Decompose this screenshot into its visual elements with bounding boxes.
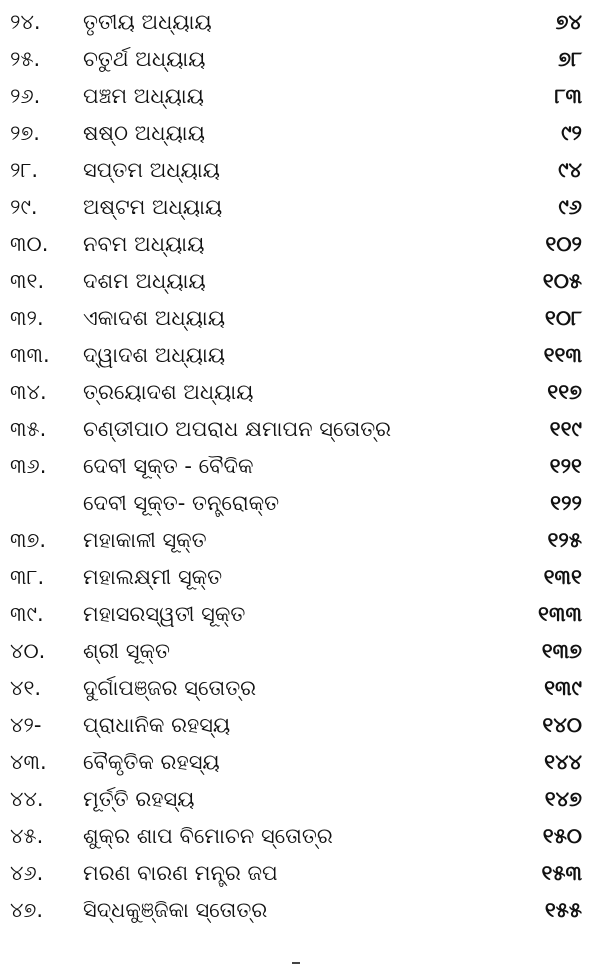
- entry-page: ୧୩୧: [543, 565, 582, 589]
- entry-title: ସପ୍ତମ ଅଧ୍ୟାୟ: [83, 158, 220, 182]
- entry-page: ୧୧୭: [547, 380, 582, 404]
- entry-title: ପ୍ରାଧାନିକ ରହସ୍ୟ: [83, 713, 231, 737]
- entry-title: ମହାଲକ୍ଷ୍ମୀ ସୂକ୍ତ: [83, 565, 223, 589]
- entry-number: ୨୫.: [10, 47, 41, 71]
- toc-entry: [0, 744, 600, 781]
- toc-entry: [0, 78, 600, 115]
- toc-entry: [0, 337, 600, 374]
- entry-number: ୩୫.: [10, 417, 47, 441]
- toc-entry: [0, 411, 600, 448]
- entry-page: ୧୨୫: [547, 528, 582, 552]
- entry-number: ୪୩.: [10, 750, 47, 774]
- toc-entry: [0, 707, 600, 744]
- entry-number: ୪୭.: [10, 898, 43, 922]
- entry-title: ଚତୁର୍ଥ ଅଧ୍ୟାୟ: [83, 47, 206, 71]
- toc-entry: [0, 374, 600, 411]
- entry-number: ୩୧.: [10, 269, 45, 293]
- entry-number: ୩୦.: [10, 232, 49, 256]
- entry-page: ୧୪୦: [542, 713, 582, 737]
- page-footer-mark: [292, 962, 300, 964]
- toc-entry: [0, 115, 600, 152]
- entry-page: ୧୩୯: [544, 676, 582, 700]
- entry-title: ପଞ୍ଚମ ଅଧ୍ୟାୟ: [83, 84, 204, 108]
- entry-title: ଦେବୀ ସୂକ୍ତ - ବୈଦିକ: [83, 454, 254, 478]
- entry-number: ୨୬.: [10, 84, 41, 108]
- entry-title: ମହାକାଳୀ ସୂକ୍ତ: [83, 528, 207, 552]
- entry-number: ୪୪.: [10, 787, 44, 811]
- entry-number: ୩୨.: [10, 306, 44, 330]
- entry-title: ତ୍ରୟୋଦଶ ଅଧ୍ୟାୟ: [83, 380, 254, 404]
- entry-number: ୩୮.: [10, 565, 45, 589]
- entry-page: ୮୩: [554, 84, 582, 108]
- entry-page: ୧୩୭: [541, 639, 582, 663]
- toc-entry: [0, 448, 600, 485]
- entry-page: ୧୪୪: [544, 750, 582, 774]
- entry-number: ୪୫.: [10, 824, 44, 848]
- entry-title: ଶ୍ରୀ ସୂକ୍ତ: [83, 639, 170, 663]
- entry-page: ୧୨୧: [549, 454, 582, 478]
- entry-page: ୯୬: [558, 195, 582, 219]
- entry-number: ୩୩.: [10, 343, 50, 367]
- entry-number: ୨୪.: [10, 10, 41, 34]
- entry-page: ୯୪: [558, 158, 582, 182]
- entry-title: ଦଶମ ଅଧ୍ୟାୟ: [83, 269, 206, 293]
- entry-title: ଚଣ୍ଡୀପାଠ ଅପରାଧ କ୍ଷମାପନ ସ୍ତୋତ୍ର: [83, 417, 392, 441]
- entry-number: ୨୮.: [10, 158, 39, 182]
- entry-title: ମହାସରସ୍ୱତୀ ସୂକ୍ତ: [83, 602, 246, 626]
- table-of-contents: [0, 4, 600, 929]
- toc-entry: [0, 670, 600, 707]
- entry-page: ୧୩୩: [538, 602, 582, 626]
- entry-page: ୧୧୩: [543, 343, 582, 367]
- entry-title: ମୂର୍ତ୍ତି ରହସ୍ୟ: [83, 787, 195, 811]
- toc-entry: [0, 189, 600, 226]
- toc-entry: [0, 892, 600, 929]
- entry-page: ୯୨: [561, 121, 582, 145]
- entry-number: ୩୭.: [10, 528, 47, 552]
- toc-entry: [0, 559, 600, 596]
- entry-page: ୧୫୦: [542, 824, 582, 848]
- entry-title: ସିଦ୍ଧକୁଞ୍ଜିକା ସ୍ତୋତ୍ର: [83, 898, 268, 922]
- toc-entry: [0, 522, 600, 559]
- entry-number: ୩୪.: [10, 380, 47, 404]
- entry-number: ୨୭.: [10, 121, 40, 145]
- toc-entry: [0, 818, 600, 855]
- entry-title: ଶୁକ୍ର ଶାପ ବିମୋଚନ ସ୍ତୋତ୍ର: [83, 824, 333, 848]
- entry-number: ୪୬.: [10, 861, 44, 885]
- toc-entry: [0, 855, 600, 892]
- entry-title: ତୃତୀୟ ଅଧ୍ୟାୟ: [83, 10, 212, 34]
- toc-entry: [0, 781, 600, 818]
- entry-page: ୧୧୯: [549, 417, 582, 441]
- toc-entry: [0, 596, 600, 633]
- entry-number: ୪୦.: [10, 639, 46, 663]
- entry-title: ଦୁର୍ଗାପଞ୍ଜର ସ୍ତୋତ୍ର: [83, 676, 257, 700]
- entry-title: ମରଣ ବାରଣ ମନ୍ତ୍ର ଜପ: [83, 861, 278, 885]
- toc-entry: [0, 485, 600, 522]
- entry-number: ୩୯.: [10, 602, 44, 626]
- entry-page: ୧୨୨: [550, 491, 582, 515]
- entry-page: ୧୫୫: [544, 898, 582, 922]
- entry-number: ୪୧.: [10, 676, 42, 700]
- entry-title: ବୈକୃତିକ ରହସ୍ୟ: [83, 750, 220, 774]
- toc-entry: [0, 226, 600, 263]
- entry-page: ୧୫୩: [541, 861, 582, 885]
- toc-entry: [0, 41, 600, 78]
- toc-entry: [0, 4, 600, 41]
- toc-entry: [0, 300, 600, 337]
- entry-page: ୧୦୮: [544, 306, 582, 330]
- entry-page: ୭୪: [555, 10, 582, 34]
- entry-number: ୪୨-: [10, 713, 42, 737]
- entry-title: ଅଷ୍ଟମ ଅଧ୍ୟାୟ: [83, 195, 223, 219]
- toc-entry: [0, 263, 600, 300]
- entry-page: ୧୪୭: [544, 787, 582, 811]
- entry-title: ଏକାଦଶ ଅଧ୍ୟାୟ: [83, 306, 226, 330]
- entry-page: ୧୦୨: [545, 232, 582, 256]
- entry-number: ୨୯.: [10, 195, 38, 219]
- toc-entry: [0, 633, 600, 670]
- entry-page: ୧୦୫: [542, 269, 582, 293]
- toc-entry: [0, 152, 600, 189]
- entry-page: ୭୮: [558, 47, 582, 71]
- entry-number: ୩୬.: [10, 454, 47, 478]
- entry-title: ନବମ ଅଧ୍ୟାୟ: [83, 232, 205, 256]
- entry-title: ଦେବୀ ସୂକ୍ତ- ତନ୍ତ୍ରୋକ୍ତ: [83, 491, 280, 515]
- entry-title: ଦ୍ୱାଦଶ ଅଧ୍ୟାୟ: [83, 343, 226, 367]
- entry-title: ଷଷ୍ଠ ଅଧ୍ୟାୟ: [83, 121, 205, 145]
